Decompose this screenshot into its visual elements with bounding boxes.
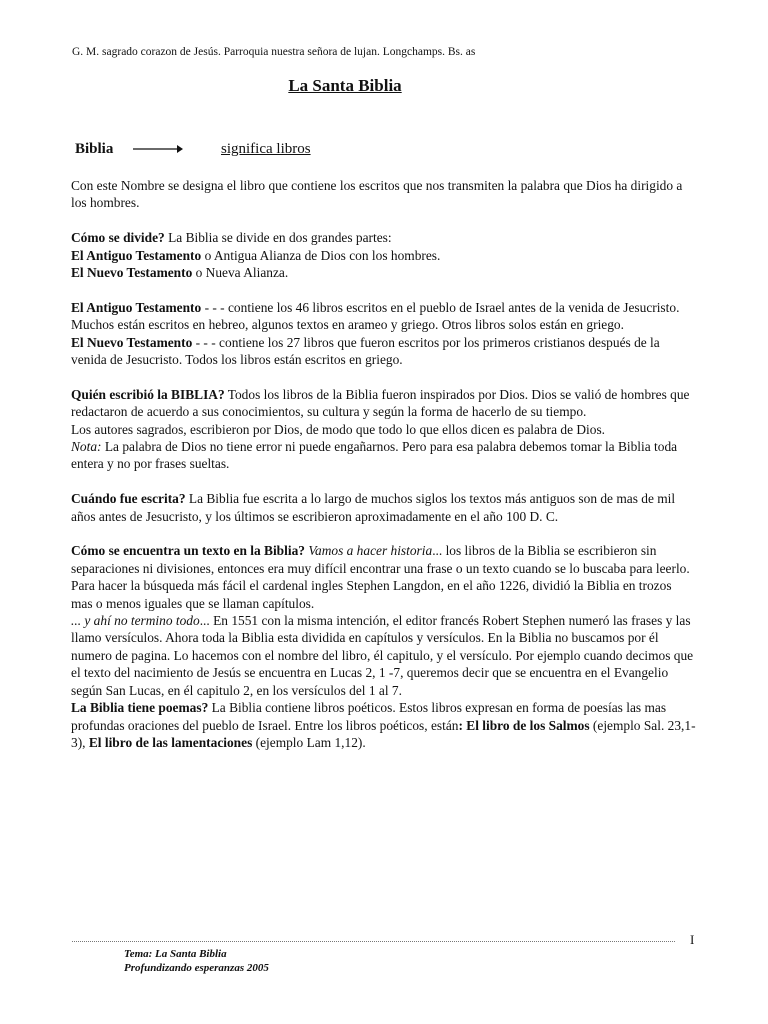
poems-lamentaciones: El libro de las lamentaciones — [88, 734, 253, 750]
poems-answer: La Biblia contiene libros poéticos. Estos libros expresan en forma de poesías las mas profundas oraciones del pueblo de Israel. Entre los libros poéticos, están — [71, 700, 667, 733]
find-paragraph-3 — [71, 612, 696, 699]
find-answer: ... los libros de la Biblia se escribieron sin separaciones ni divisiones, entonces era muy difícil encontrar una frase o un texto cuando se lo buscaba para leerlo. — [71, 543, 690, 576]
author-note — [71, 438, 696, 473]
divide-nt-text: o Nueva Alianza. — [192, 265, 289, 281]
author-paragraph — [71, 386, 696, 421]
find-p3-italic: ... y ahí no termino todo — [71, 613, 200, 629]
footer — [124, 947, 269, 975]
page-number: I — [690, 932, 695, 947]
testaments-nt-paragraph — [71, 334, 696, 369]
testaments-at-label: El Antiguo Testamento — [71, 299, 202, 315]
when-question: Cuándo fue escrita? — [71, 491, 186, 507]
find-paragraph-2: Para hacer la búsqueda más fácil el cardenal ingles Stephen Langdon, en el año 1226, dividió la Biblia en trozos mas o menos iguales que se llaman capítulos. — [71, 578, 672, 611]
document-body — [71, 177, 696, 751]
testaments-at-paragraph — [71, 299, 696, 334]
note-label: Nota: — [71, 439, 102, 455]
find-question: Cómo se encuentra un texto en la Biblia? — [71, 543, 305, 559]
footer-divider — [72, 941, 675, 942]
document-title: La Santa Biblia — [288, 76, 402, 95]
author-question: Quién escribió la BIBLIA? — [71, 386, 225, 402]
definition-row — [75, 141, 475, 161]
header-parish-line: G. M. sagrado corazon de Jesús. Parroquia nuestra señora de lujan. Longchamps. Bs. as — [72, 46, 476, 58]
poems-salmos-example: (ejemplo Sal. 23,1-3), — [71, 717, 696, 750]
when-answer: La Biblia fue escrita a lo largo de muchos siglos los textos más antiguos son de mas de mil años antes de Jesucristo, y los últimos se escribieron aproximadamente en el año 100 D. C. — [71, 491, 676, 524]
divide-question: Cómo se divide? — [71, 230, 165, 246]
divide-paragraph — [71, 229, 696, 281]
testaments-at-text: - - - contiene los 46 libros escritos en el pueblo de Israel antes de la venida de Jesucristo. Muchos están escritos en hebreo, algunos textos en arameo y griego. Otros libros solos están en griego. — [71, 299, 680, 333]
testaments-nt-label: El Nuevo Testamento — [71, 334, 193, 350]
divide-at-text: o Antigua Alianza de Dios con los hombres. — [201, 247, 441, 263]
divide-answer: La Biblia se divide en dos grandes partes: — [164, 230, 392, 246]
poems-paragraph — [71, 699, 696, 751]
find-paragraph — [71, 542, 696, 577]
note-text: La palabra de Dios no tiene error ni puede engañarnos. Pero para esa palabra debemos tomar la Biblia toda entera y no por frases sueltas. — [71, 439, 678, 472]
intro-paragraph: Con este Nombre se designa el libro que contiene los escritos que nos transmiten la palabra que Dios ha dirigido a los hombres. — [71, 178, 683, 211]
find-p3-text: ... En 1551 con la misma intención, el editor francés Robert Stephen numeró las frases y las llamo versículos. Ahora toda la Biblia esta dividida en capítulos y versículos. En la Biblia no buscamos por él numero de pagina. Lo hacemos con el nombre del libro, él capitulo, y el versículo. Por ejemplo cuando decimos que el texto del nacimiento de Jesús se encuentra en Lucas 2, 1 -7, queremos decir que se encuentra en el Evangelio según San Lucas, en él capitulo 2, en los versículos del 1 al 7. — [71, 613, 694, 698]
definition-meaning: significa libros — [221, 141, 311, 157]
divide-nt-label: El Nuevo Testamento — [71, 265, 193, 281]
poems-salmos: : El libro de los Salmos — [458, 717, 590, 733]
author-paragraph-2: Los autores sagrados, escribieron por Dios, de modo que todo lo que ellos dicen es palabra de Dios. — [71, 421, 606, 437]
when-paragraph — [71, 490, 696, 525]
testaments-nt-text: - - - contiene los 27 libros que fueron escritos por los primeros cristianos después de la venida de Jesucristo. Todos los libros están escritos en griego. — [71, 334, 660, 368]
poems-lamentaciones-example: (ejemplo Lam 1,12). — [252, 734, 366, 750]
footer-line-2: Profundizando esperanzas 2005 — [124, 962, 269, 974]
find-italic: Vamos a hacer historia — [304, 543, 433, 559]
author-answer: Todos los libros de la Biblia fueron inspirados por Dios. Dios se valió de hombres que redactaron de acuerdo a sus conocimientos, su cultura y según la forma de hacerlo de su tiempo. — [71, 386, 690, 420]
definition-term: Biblia — [75, 141, 114, 157]
right-arrow-icon — [133, 142, 183, 156]
divide-at-label: El Antiguo Testamento — [71, 247, 202, 263]
footer-line-1: Tema: La Santa Biblia — [124, 948, 227, 960]
poems-question: La Biblia tiene poemas? — [71, 700, 209, 716]
